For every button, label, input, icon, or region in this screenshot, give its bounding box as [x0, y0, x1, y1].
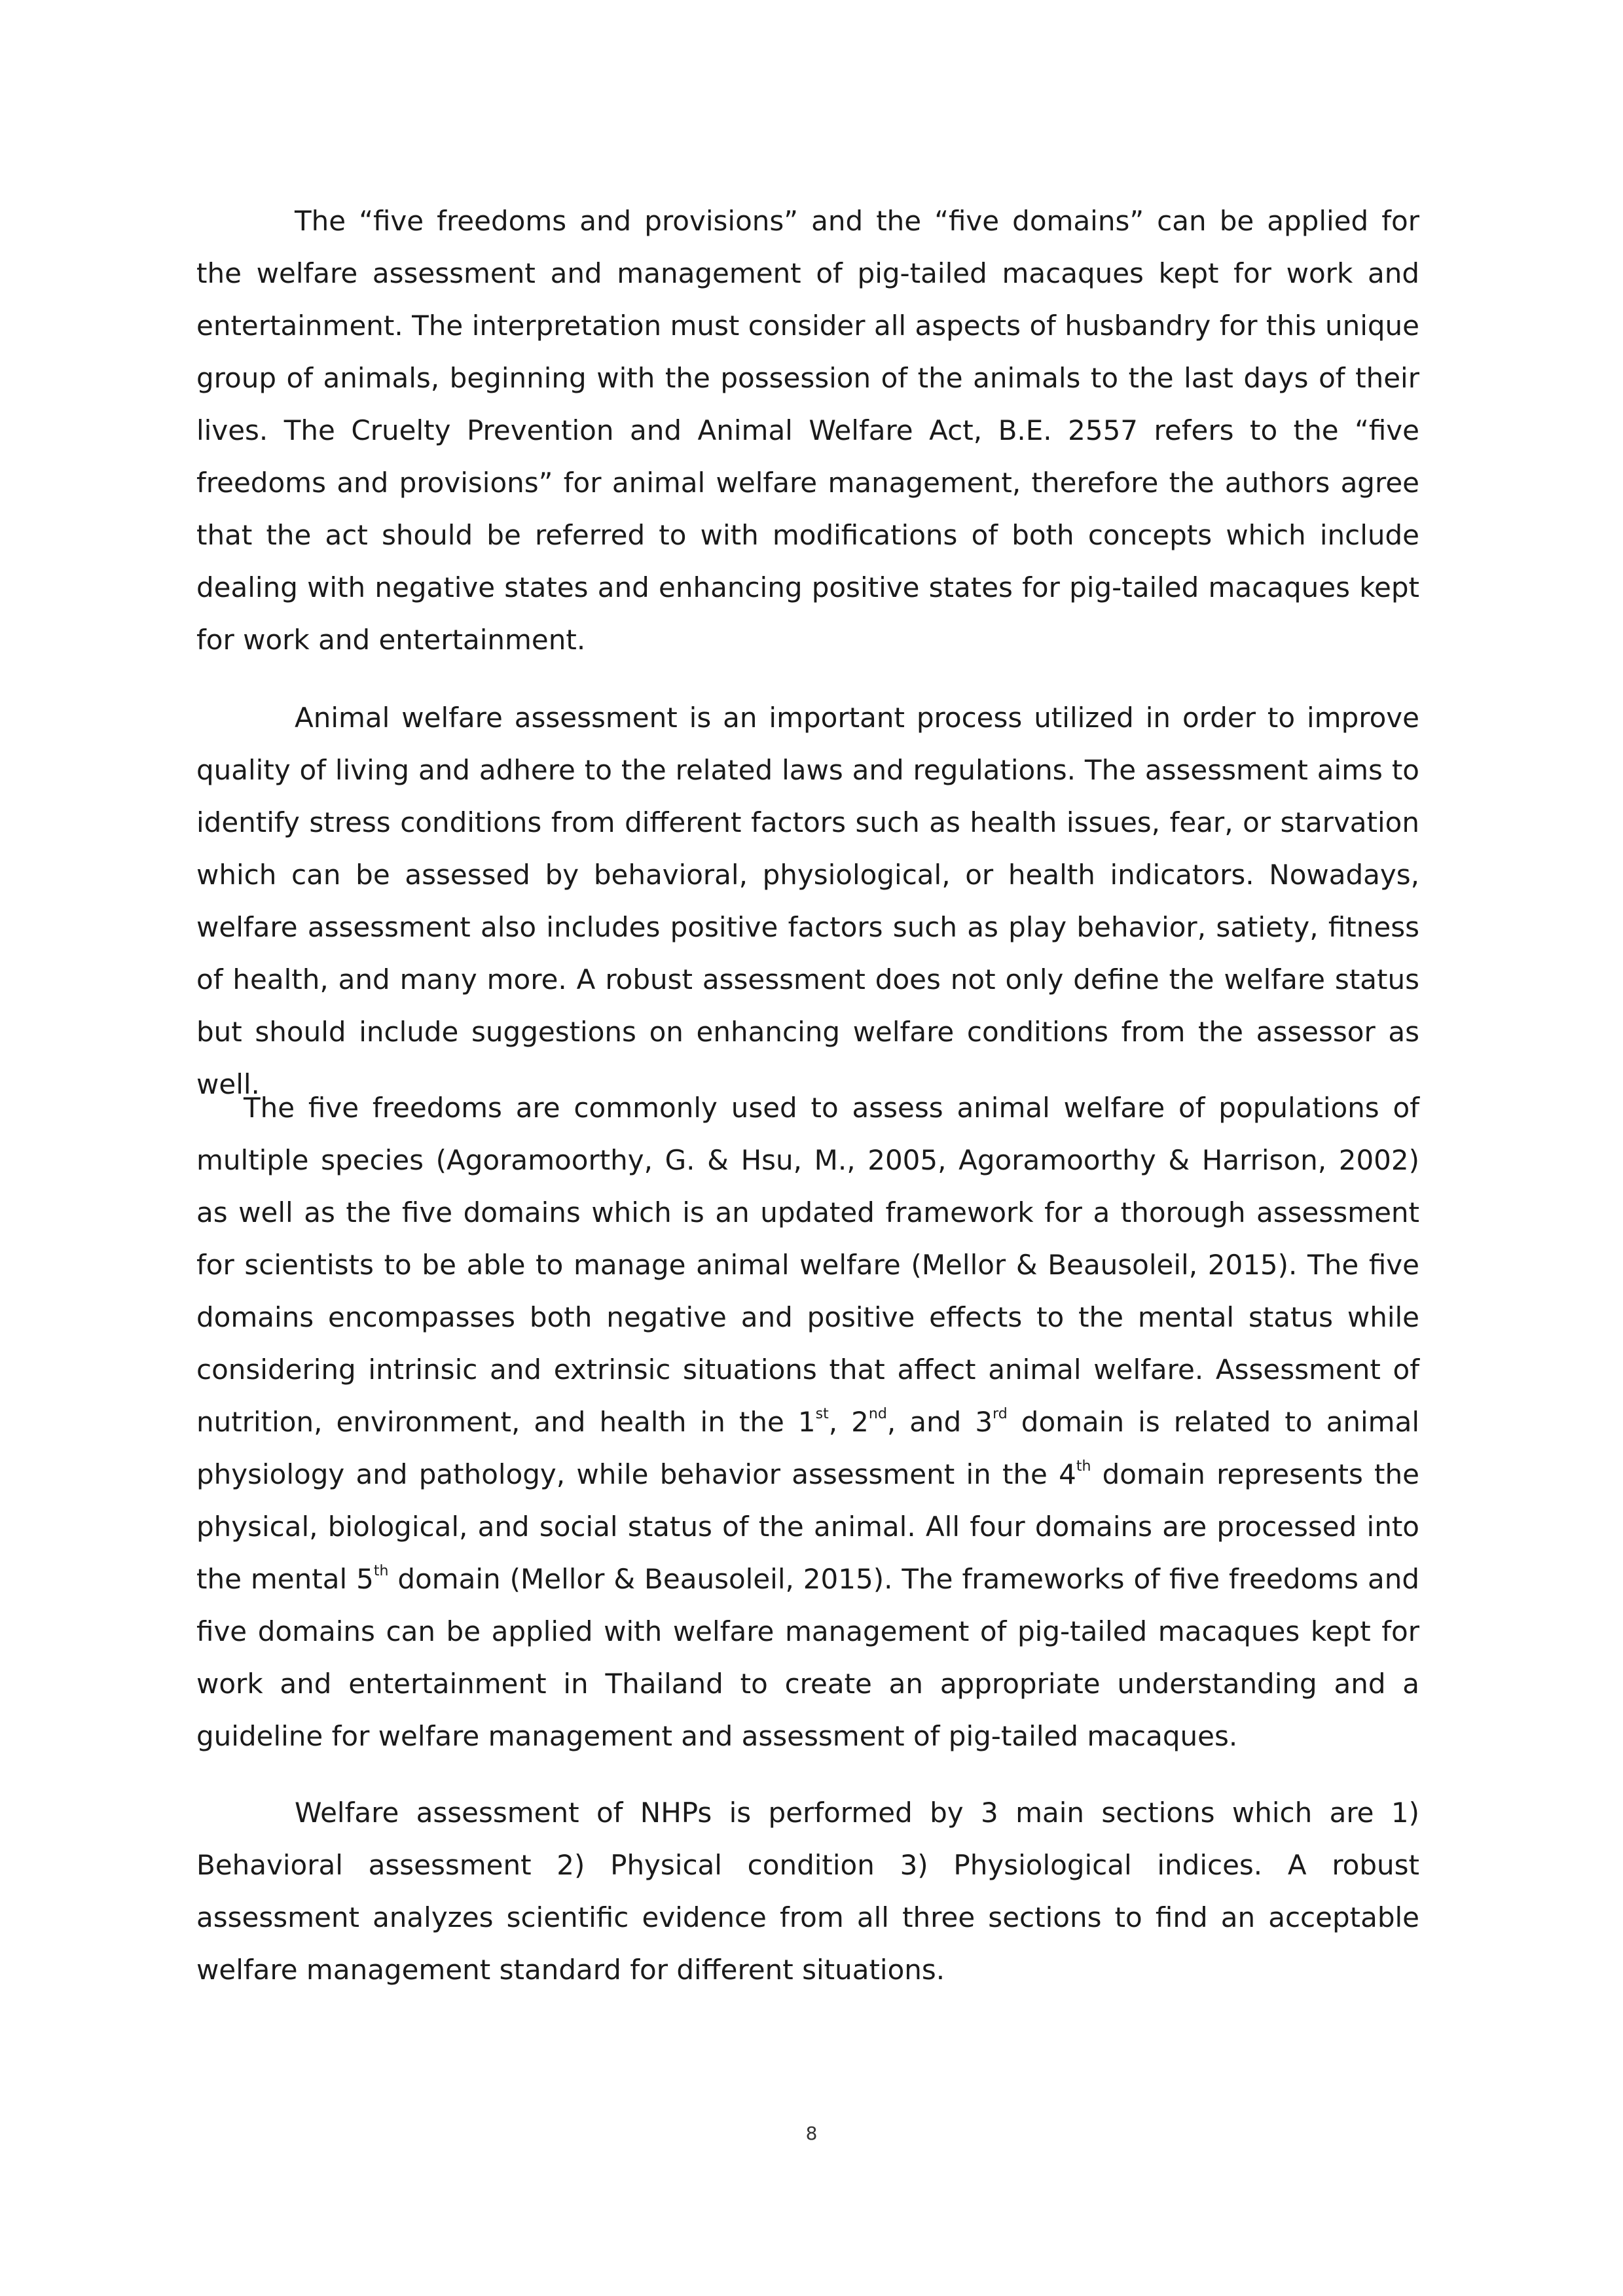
- paragraph-text: Animal welfare assessment is an important process utilized in order to improve quality of living and adhere to the related laws and regulations. The assessment aims to identify stress conditions from different factors such as health issues, fear, or starvation which can be assessed by behavioral, physiological, or health indicators. Nowadays, welfare assessment also includes positive factors such as play behavior, satiety, fitness of health, and many more. A robust assessment does not only define the welfare status but should include suggestions on enhancing welfare conditions from the assessor as well.: [196, 702, 1419, 1100]
- paragraph-five-freedoms-domains: [196, 195, 1419, 666]
- paragraph-welfare-assessment: [196, 692, 1419, 1111]
- paragraph-text: The “five freedoms and provisions” and the “five domains” can be applied for the welfare assessment and management of pig-tailed macaques kept for work and entertainment. The interpretation must consider all aspects of husbandry for this unique group of animals, beginning with the possession of the animals to the last days of their lives. The Cruelty Prevention and Animal Welfare Act, B.E. 2557 refers to the “five freedoms and provisions” for animal welfare management, therefore the authors agree that the act should be referred to with modifications of both concepts which include dealing with negative states and enhancing positive states for pig-tailed macaques kept for work and entertainment.: [196, 205, 1419, 656]
- paragraph-nhp-assessment: [196, 1787, 1419, 1996]
- page-number: 8: [805, 2123, 818, 2144]
- paragraph-frameworks: [196, 1082, 1419, 1763]
- text-segment: , and 3: [886, 1406, 993, 1438]
- ordinal-suffix: rd: [993, 1406, 1008, 1422]
- text-segment: domain represents the physical, biological, and social status of the animal. All four domains are processed into the mental 5: [196, 1458, 1419, 1595]
- text-segment: domain (Mellor & Beausoleil, 2015). The frameworks of five freedoms and five domains can be applied with welfare management of pig-tailed macaques kept for work and entertainment in Thailand to create an appropriate understanding and a guideline for welfare management and assessment of pig-tailed macaques.: [196, 1563, 1419, 1752]
- ordinal-suffix: th: [373, 1563, 389, 1579]
- text-segment: , 2: [828, 1406, 869, 1438]
- ordinal-suffix: nd: [868, 1406, 887, 1422]
- ordinal-suffix: st: [815, 1406, 829, 1422]
- ordinal-suffix: th: [1076, 1458, 1091, 1475]
- paragraph-text: Welfare assessment of NHPs is performed by 3 main sections which are 1) Behavioral assessment 2) Physical condition 3) Physiological indices. A robust assessment analyzes scientific evidence from all three sections to find an acceptable welfare management standard for different situations.: [196, 1797, 1419, 1986]
- text-segment: The five freedoms are commonly used to assess animal welfare of populations of multiple species (Agoramoorthy, G. & Hsu, M., 2005, Agoramoorthy & Harrison, 2002) as well as the five domains which is an updated framework for a thorough assessment for scientists to be able to manage animal welfare (Mellor & Beausoleil, 2015). The five domains encompasses both negative and positive effects to the mental status while considering intrinsic and extrinsic situations that affect animal welfare. Assessment of nutrition, environment, and health in the 1: [196, 1092, 1419, 1438]
- paragraph-text: [196, 1082, 1419, 1763]
- text-segment: domain is related to animal physiology and pathology, while behavior assessment in the 4: [196, 1406, 1419, 1490]
